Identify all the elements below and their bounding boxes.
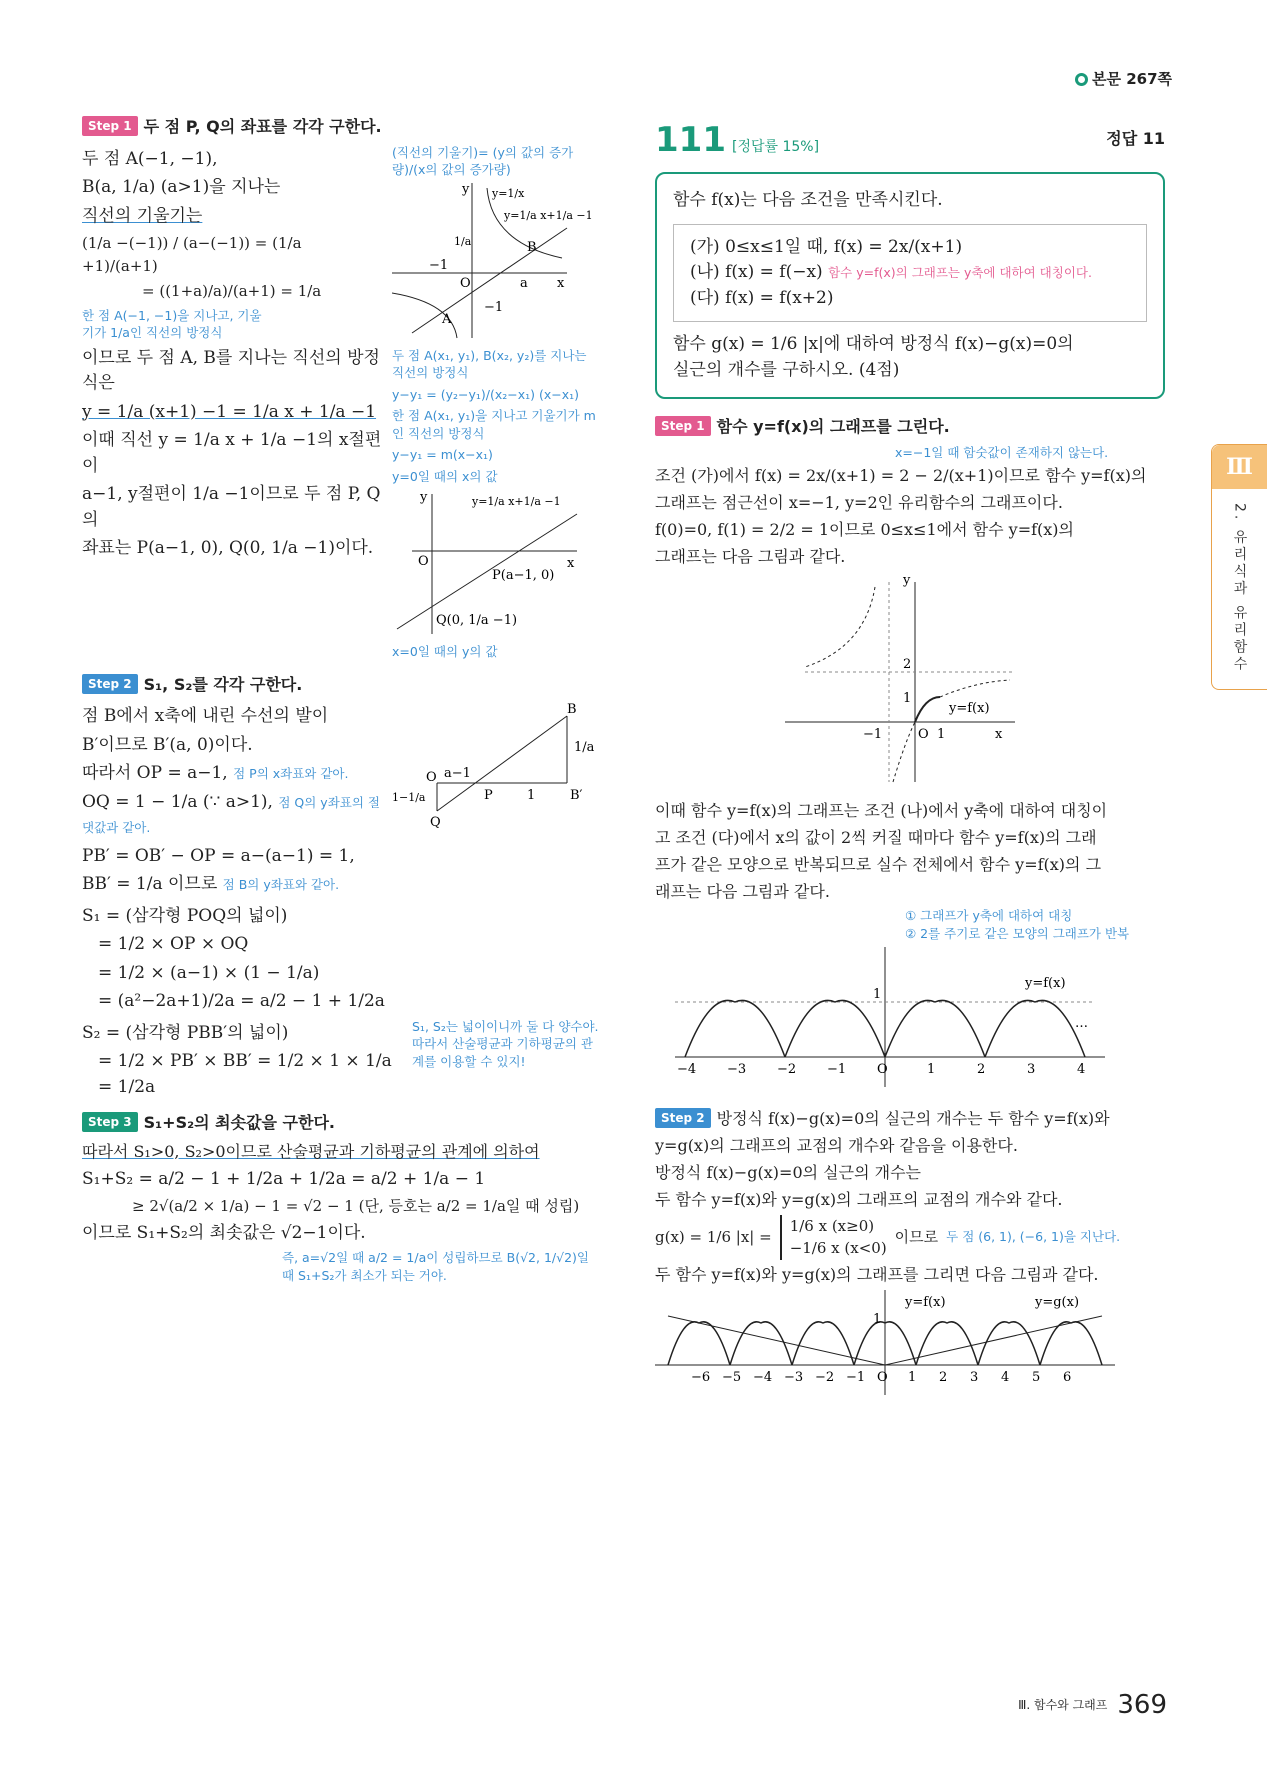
label-line: y=1/a x+1/a −1 bbox=[472, 495, 561, 508]
reference: 본문 267쪽 bbox=[1075, 68, 1172, 89]
label-2: 2 bbox=[903, 657, 912, 672]
tick-label: 2 bbox=[939, 1369, 948, 1385]
tick-label: −1 bbox=[846, 1369, 866, 1385]
tick-label: −3 bbox=[727, 1061, 747, 1077]
label-B: B bbox=[567, 702, 577, 717]
label-y: y bbox=[420, 490, 428, 505]
graph-intercepts bbox=[392, 489, 592, 639]
tick-label: −5 bbox=[722, 1369, 742, 1385]
label-line: y=1/a x+1/a −1 bbox=[504, 208, 593, 222]
answer: 정답 11 bbox=[1106, 129, 1165, 148]
ellipsis: … bbox=[1075, 1015, 1088, 1031]
label-hyperbola: y=1/x bbox=[492, 186, 525, 200]
tick-label: −3 bbox=[784, 1369, 804, 1385]
label-g: y=g(x) bbox=[1035, 1294, 1080, 1310]
tick-label: O bbox=[877, 1369, 888, 1385]
label-1x: 1 bbox=[937, 727, 946, 742]
label-x: x bbox=[557, 275, 565, 291]
label-a-1: a−1 bbox=[444, 766, 471, 781]
graph-triangles bbox=[392, 701, 602, 831]
label-1: 1 bbox=[527, 788, 536, 803]
label-P: P(a−1, 0) bbox=[492, 568, 555, 583]
g-cases: 1/6 x (x≥0) −1/6 x (x<0) bbox=[780, 1215, 887, 1260]
graph-f-0-1 bbox=[655, 572, 1155, 787]
tick-label: 1 bbox=[908, 1369, 917, 1385]
page-number: 369 bbox=[1117, 1690, 1167, 1720]
label-x: x bbox=[567, 556, 575, 571]
label-1a: 1/a bbox=[574, 740, 595, 755]
label-neg1: −1 bbox=[863, 727, 883, 742]
problem-number: 111 bbox=[655, 120, 726, 160]
tick-label: −4 bbox=[753, 1369, 773, 1385]
tick-label: −6 bbox=[691, 1369, 711, 1385]
conditions-box: (가) 0≤x≤1일 때, f(x) = 2x/(x+1) (나) f(x) = f(−x) 함수 y=f(x)의 그래프는 y축에 대하여 대칭이다. (다) f(x) = f(x+2) bbox=[673, 224, 1147, 323]
label-y: y bbox=[462, 182, 470, 197]
label-O: O bbox=[918, 727, 929, 742]
left-column: Step 1 두 점 P, Q의 좌표를 각각 구한다. 두 점 A(−1, −1), B(a, 1/a) (a>1)을 지나는 직선의 기울기는 (1/a −(−1)) / (a−(−1)) = (1/a +1)/(a+1) = ((1+a)/a)/(a+1) = 1/a 한 점 A(−1, −1)을 지나고, 기울기가 1/a인 직선의 방정식 이므로 두 점 A, B를 지나는 직선의 방정식은 y = 1/a (x+1) −1 = 1/a x + 1/a −1 이때 직선 y = 1/a x + 1/a −1의 x절편이 a−1, y절편이 1/a −1이므로 두 점 P, Q의 좌표는 P(a−1, 0), Q(0, 1/a −1)이다. (직선의 기울기)= (y의 값의 증가량)/(x의 값의 증가량) B A O a −1 −1 1/a x y y=1/x y=1/a x+1/a −1 두 점 A(x₁, y₁), B(x₂, y₂)를 지나는 직선의 방정식 y−y₁ = (y₂−y₁)/(x₂−x₁) (x−x₁) 한 점 A(x₁, y₁)을 지나고 기울기가 m인 직선의 방정식 y−y₁ = m(x−x₁) y=0일 때의 x의 값 O x y P(a−1, 0) Q(0, 1/a −1) y=1/a x+1/a −1 x=0일 때의 y의 값 Step 2 S₁, S₂를 각각 구한다. 점 B에서 x축에 내린 수선의 발이 B′이므로 B′(a, 0)이다. 따라서 OP = a−1, 점 P의 x좌표와 같아. OQ = 1 − 1/a (∵ a>1), 점 Q의 y좌표의 절댓값과 같아. PB′ = OB′ − OP = a−(a−1) = 1, BB′ = 1/a 이므로 점 B의 y좌표와 같아. B O P Q B′ a−1 1 1/a 1−1/a S₁ = (삼각형 POQ의 넓이) = 1/2 × OP × OQ = 1/2 × (a−1) × (1 − 1/a) = (a²−2a+1)/2a = a/2 − 1 + 1/2a S₂ = (삼각형 PBB′의 넓이) = 1/2 × PB′ × BB′ = 1/2 × 1 × 1/a = 1/2a S₁, S₂는 넓이이니까 둘 다 양수야. 따라서 산술평균과 기하평균의 관계를 이용할 수 있지! Step 3 S₁+S₂의 최솟값을 구한다. 따라서 S₁>0, S₂>0이므로 산술평균과 기하평균의 관계에 의하여 S₁+S₂ = a/2 − 1 + 1/2a + 1/2a = a/2 + 1/a − 1 ≥ 2√(a/2 × 1/a) − 1 = √2 − 1 (단, 등호는 a/2 = 1/a일 때 성립) 이므로 S₁+S₂의 최솟값은 √2−1이다. 즉, a=√2일 때 a/2 = 1/a이 성립하므로 B(√2, 1/√2)일 때 S₁+S₂가 최소가 되는 거야. bbox=[82, 112, 602, 1284]
chapter-tab[interactable]: Ⅲ 2. 유리식과 유리함수 bbox=[1211, 444, 1267, 690]
tick-label: 3 bbox=[970, 1369, 979, 1385]
label-Q: Q(0, 1/a −1) bbox=[436, 613, 518, 628]
segment-QB bbox=[437, 716, 567, 811]
s2-section: S₂ = (삼각형 PBB′의 넓이) = 1/2 × PB′ × BB′ = 1/2 × 1 × 1/a = 1/2a S₁, S₂는 넓이이니까 둘 다 양수야. 따라서 산술평균과 기하평균의 관계를 이용할 수 있지! bbox=[82, 1018, 602, 1104]
curve-lower bbox=[893, 722, 915, 782]
label-Bprime: B′ bbox=[570, 788, 583, 803]
graph-f-periodic bbox=[675, 947, 1115, 1097]
tick-label: 6 bbox=[1063, 1369, 1072, 1385]
label-Q: Q bbox=[430, 815, 441, 830]
tick-label: 1 bbox=[927, 1061, 936, 1077]
tick-label: −2 bbox=[777, 1061, 797, 1077]
curve-left bbox=[805, 587, 875, 667]
tick-label: 4 bbox=[1001, 1369, 1010, 1385]
g-definition: g(x) = 1/6 |x| = 1/6 x (x≥0) −1/6 x (x<0) 이므로 두 점 (6, 1), (−6, 1)을 지난다. bbox=[655, 1215, 1165, 1260]
label-1: 1 bbox=[903, 691, 912, 706]
label-1: 1 bbox=[873, 986, 882, 1002]
label-1a: 1/a bbox=[454, 234, 472, 248]
tick-label: −4 bbox=[677, 1061, 697, 1077]
label-x: x bbox=[995, 727, 1003, 742]
tick-label: 3 bbox=[1027, 1061, 1036, 1077]
step2-text: 점 B에서 x축에 내린 수선의 발이 B′이므로 B′(a, 0)이다. 따라서 OP = a−1, 점 P의 x좌표와 같아. OQ = 1 − 1/a (∵ a>1), 점 Q의 y좌표의 절댓값과 같아. PB′ = OB′ − OP = a−(a−1) = 1, BB′ = 1/a 이므로 점 B의 y좌표와 같아. bbox=[82, 706, 380, 894]
s2-text: S₂ = (삼각형 PBB′의 넓이) = 1/2 × PB′ × BB′ = 1/2 × 1 × 1/a = 1/2a bbox=[82, 1022, 392, 1097]
tick-label: O bbox=[877, 1061, 888, 1077]
right-column: 111 [정답률 15%] 정답 11 함수 f(x)는 다음 조건을 만족시킨다. (가) 0≤x≤1일 때, f(x) = 2x/(x+1) (나) f(x) = f(−x) 함수 y=f(x)의 그래프는 y축에 대하여 대칭이다. (다) f(x) = f(x+2) 함수 g(x) = 1/6 |x|에 대하여 방정식 f(x)−g(x)=0의 실근의 개수를 구하시오. (4점) Step 1 함수 y=f(x)의 그래프를 그린다. x=−1일 때 함숫값이 존재하지 않는다. 조건 (가)에서 f(x) = 2x/(x+1) = 2 − 2/(x+1)이므로 함수 y=f(x)의 그래프는 점근선이 x=−1, y=2인 유리함수의 그래프이다. f(0)=0, f(1) = 2/2 = 1이므로 0≤x≤1에서 함수 y=f(x)의 그래프는 다음 그림과 같다. y 2 1 −1 O 1 x y=f(x) 이때 함수 y=f(x)의 그래프는 조건 (나)에서 y축에 대하여 대칭이 고 조건 (다)에서 x의 값이 2씩 커질 때마다 함수 y=f(x)의 그래 프가 같은 모양으로 반복되므로 실수 전체에서 함수 y=f(x)의 그 래프는 다음 그림과 같다. ① 그래프가 y축에 대하여 대칭 ② 2를 주기로 같은 모양의 그래프가 반복 −4 −3 −2 −1 O 1 2 3 4 1 y=f(x) … Step 2 방정식 f(x)−g(x)=0의 실근의 개수는 두 함수 y=f(x)와 y=g(x)의 그래프의 교점의 개수와 같음을 이용한다. 방정식 f(x)−g(x)=0의 실근의 개수는 두 함수 y=f(x)와 y=g(x)의 그래프의 교점의 개수와 같다. g(x) = 1/6 |x| = 1/6 x (x≥0) −1/6 x (x<0) 이므로 두 점 (6, 1), (−6, 1)을 지난다. 두 함수 y=f(x)와 y=g(x)의 그래프를 그리면 다음 그림과 같다. −6 −5 −4 −3 −2 −1 O 1 2 3 4 5 6 1 y=f(x) y=g(x) bbox=[655, 115, 1165, 1408]
label-O: O bbox=[460, 275, 471, 291]
step2-section bbox=[82, 701, 602, 901]
step1-section bbox=[82, 144, 602, 661]
label-O: O bbox=[426, 770, 437, 785]
label-1-1a: 1−1/a bbox=[392, 791, 426, 804]
problem-box: 함수 f(x)는 다음 조건을 만족시킨다. (가) 0≤x≤1일 때, f(x) = 2x/(x+1) (나) f(x) = f(−x) 함수 y=f(x)의 그래프는 y축에 대하여 대칭이다. (다) f(x) = f(x+2) 함수 g(x) = 1/6 |x|에 대하여 방정식 f(x)−g(x)=0의 실근의 개수를 구하시오. (4점) bbox=[655, 172, 1165, 399]
label-A: A bbox=[442, 311, 452, 327]
tick-label: 5 bbox=[1032, 1369, 1041, 1385]
step1-aside: (직선의 기울기)= (y의 값의 증가량)/(x의 값의 증가량) B A O a −1 −1 1/a x y y=1/x y=1/a x+1/a −1 두 점 A(x₁, y₁), B(x₂, y₂)를 지나는 직선의 방정식 y−y₁ = (y₂−y₁)/(x₂−x₁) (x−x₁) 한 점 A(x₁, y₁)을 지나고 기울기가 m인 직선의 방정식 y−y₁ = m(x−x₁) y=0일 때의 x의 값 O x y P(a−1, 0) Q(0, 1/a −1) y=1/a x+1/a −1 x=0일 때의 y의 값 bbox=[392, 144, 602, 661]
graph-hyperbola-line bbox=[392, 183, 602, 343]
label-1: 1 bbox=[873, 1311, 882, 1327]
label-f: y=f(x) bbox=[905, 1294, 946, 1310]
label-neg1-y: −1 bbox=[484, 299, 504, 315]
step2-badge: Step 2 bbox=[82, 674, 138, 694]
label-neg1-x: −1 bbox=[429, 257, 449, 273]
tick-label: −1 bbox=[827, 1061, 847, 1077]
graph-f-g bbox=[655, 1290, 1125, 1400]
footer: Ⅲ. 함수와 그래프 369 bbox=[1018, 1690, 1167, 1720]
tick-label: −2 bbox=[815, 1369, 835, 1385]
label-y: y bbox=[903, 573, 911, 588]
label-f: y=f(x) bbox=[1025, 975, 1066, 991]
label-B: B bbox=[527, 239, 537, 255]
label-P: P bbox=[484, 788, 493, 803]
step1-badge: Step 1 bbox=[82, 116, 138, 136]
tick-label: 2 bbox=[977, 1061, 986, 1077]
periodic-graph-area: ① 그래프가 y축에 대하여 대칭 ② 2를 주기로 같은 모양의 그래프가 반복 −4 −3 −2 −1 O 1 2 3 4 1 y=f(x) … bbox=[655, 907, 1165, 1097]
g-line-right bbox=[885, 1316, 1102, 1365]
step3-badge: Step 3 bbox=[82, 1112, 138, 1132]
curve-right bbox=[940, 680, 1010, 697]
g-line-left bbox=[668, 1316, 885, 1365]
tick-label: 4 bbox=[1077, 1061, 1086, 1077]
label-a: a bbox=[520, 275, 528, 291]
f-curve bbox=[915, 697, 940, 722]
step1-text: 두 점 A(−1, −1), B(a, 1/a) (a>1)을 지나는 직선의 기울기는 (1/a −(−1)) / (a−(−1)) = (1/a +1)/(a+1) = ((1+a)/a)/(a+1) = 1/a 한 점 A(−1, −1)을 지나고, 기울기가 1/a인 직선의 방정식 이므로 두 점 A, B를 지나는 직선의 방정식은 y = 1/a (x+1) −1 = 1/a x + 1/a −1 이때 직선 y = 1/a x + 1/a −1의 x절편이 a−1, y절편이 1/a −1이므로 두 점 P, Q의 좌표는 P(a−1, 0), Q(0, 1/a −1)이다. bbox=[82, 148, 382, 558]
label-f: y=f(x) bbox=[949, 701, 990, 716]
line-AB bbox=[412, 228, 567, 333]
label-O: O bbox=[418, 554, 429, 569]
circle-icon bbox=[1075, 73, 1088, 86]
